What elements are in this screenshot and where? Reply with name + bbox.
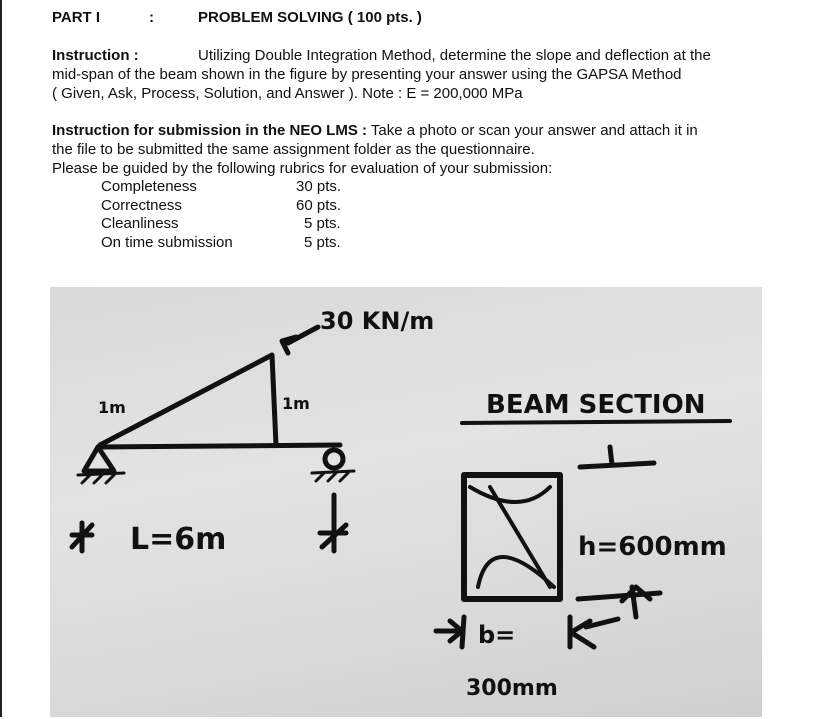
dimension-mark	[320, 495, 346, 551]
left-span-label: 1m	[98, 398, 126, 417]
instruction-label: Instruction :	[52, 47, 139, 64]
height-arrow	[578, 587, 660, 617]
submission-line-3: Please be guided by the following rubrics for evaluation of your submission:	[52, 160, 553, 177]
rubric-points: 30 pts.	[296, 178, 342, 195]
part-title: PROBLEM SOLVING ( 100 pts. )	[198, 9, 422, 26]
submission-line-2: the file to be submitted the same assignment folder as the questionnaire.	[52, 141, 535, 158]
rubric-criterion: Completeness	[101, 178, 197, 195]
beam-line	[98, 445, 340, 447]
height-label: h=600mm	[578, 532, 727, 562]
dimension-mark	[72, 523, 92, 551]
beam-figure-drawing	[50, 287, 762, 717]
width-label: b=	[478, 621, 516, 649]
instruction-line-1: Utilizing Double Integration Method, determine the slope and deflection at the	[198, 47, 711, 64]
section-title: BEAM SECTION	[486, 390, 706, 420]
section-underline	[462, 421, 730, 423]
submission-line-1-rest: Take a photo or scan your answer and attach it in	[367, 122, 698, 139]
rubric-points: 60 pts.	[296, 197, 342, 214]
right-span-label: 1m	[282, 394, 310, 413]
rubric-criterion: Correctness	[101, 197, 182, 214]
submission-label: Instruction for submission in the NEO LMS :	[52, 122, 368, 139]
beam-figure-photo	[50, 287, 762, 717]
part-colon: :	[149, 9, 154, 26]
rubric-points: 5 pts.	[304, 234, 341, 251]
length-label: L=6m	[130, 522, 227, 557]
neutral-axis-mark	[580, 447, 654, 467]
instruction-line-2: mid-span of the beam shown in the figure by presenting your answer using the GAPSA Method	[52, 66, 682, 83]
width-value-label: 300mm	[466, 676, 558, 701]
triangular-load	[100, 355, 276, 445]
pin-support	[84, 447, 114, 471]
rubric-criterion: Cleanliness	[101, 215, 179, 232]
rubric-criterion: On time submission	[101, 234, 233, 251]
roller-support	[325, 450, 343, 468]
instruction-line-3: ( Given, Ask, Process, Solution, and Answer ). Note : E = 200,000 MPa	[52, 85, 523, 102]
part-label: PART I	[52, 9, 101, 26]
rubric-points: 5 pts.	[304, 215, 341, 232]
submission-line-1	[52, 122, 698, 140]
width-arrow	[436, 617, 464, 647]
load-label: 30 KN/m	[320, 307, 435, 335]
